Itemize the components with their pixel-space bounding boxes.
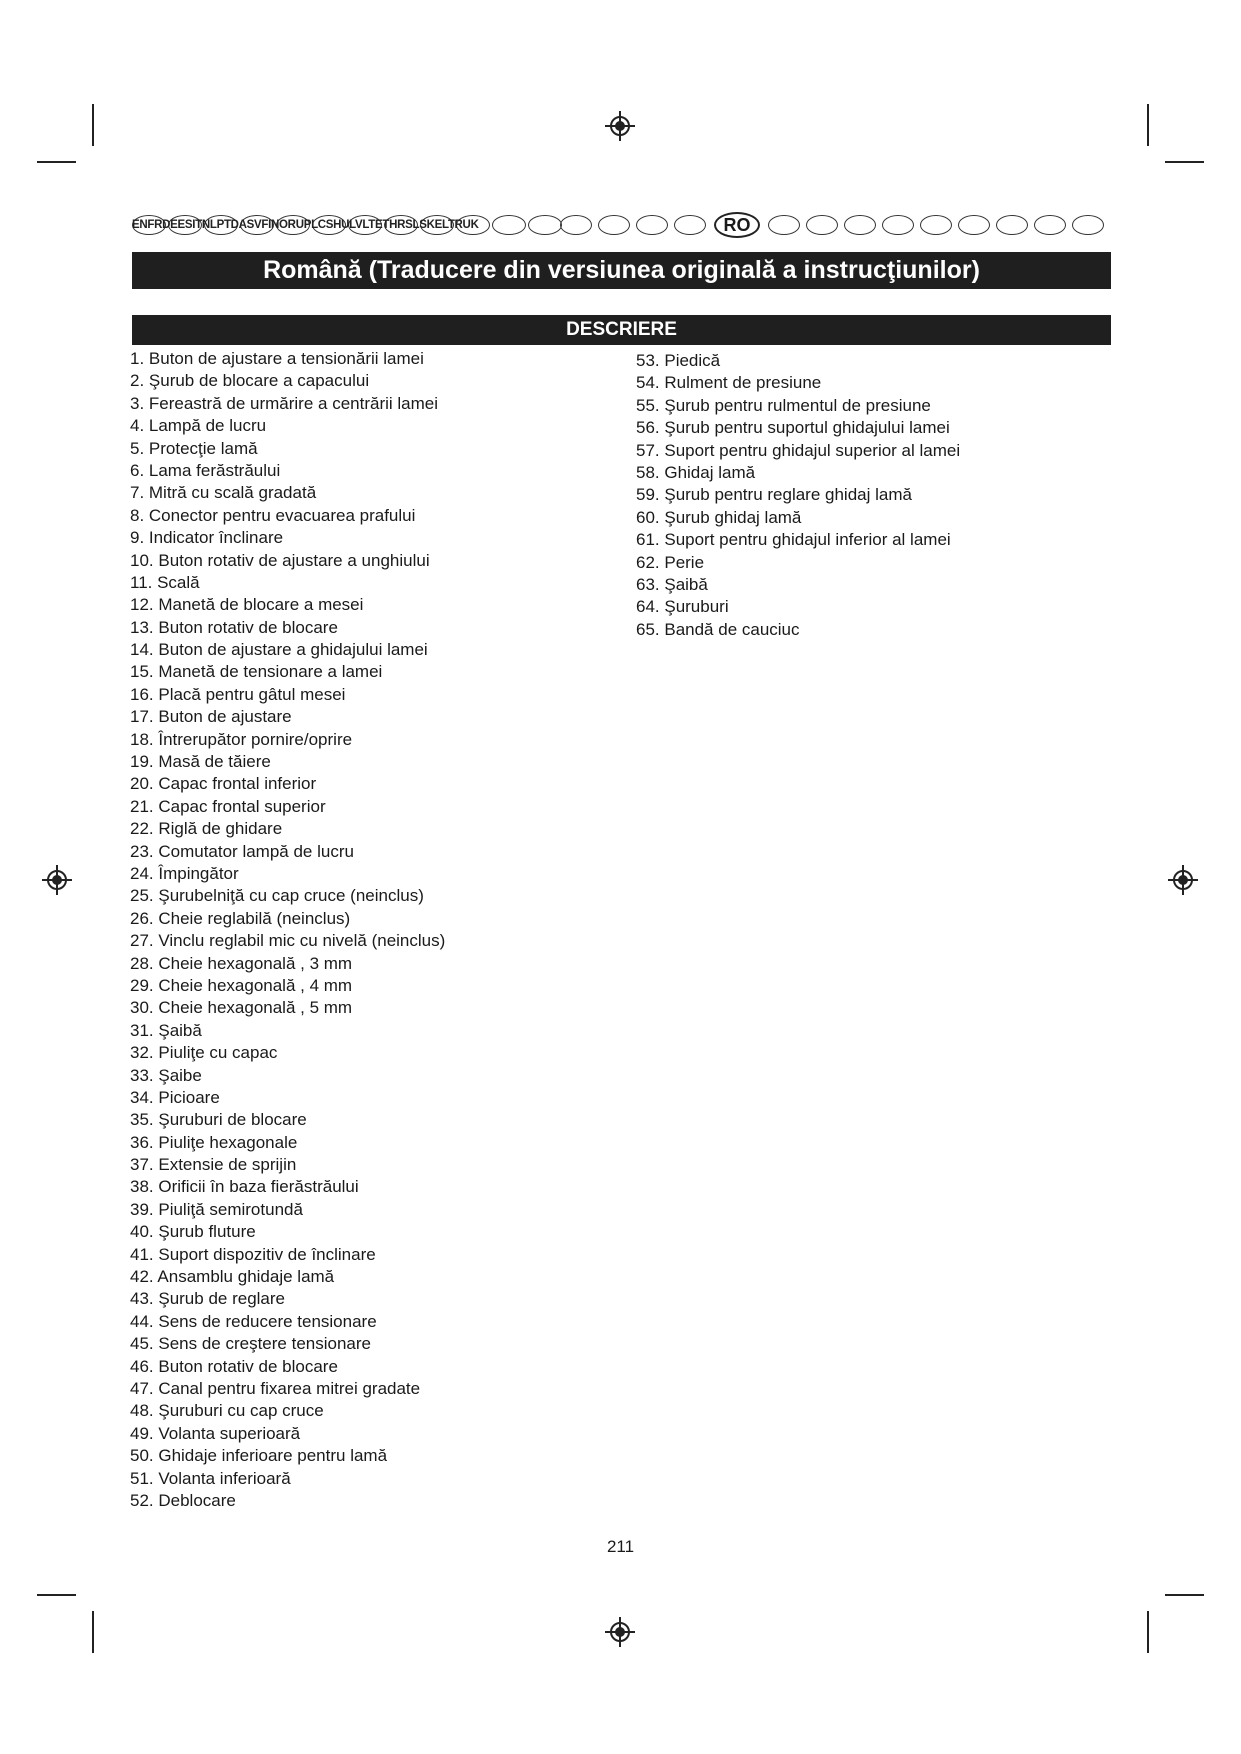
language-oval bbox=[560, 215, 592, 235]
list-item: 62. Perie bbox=[636, 552, 705, 572]
section-title: DESCRIERE bbox=[132, 315, 1111, 345]
list-item: 3. Fereastră de urmărire a centrării lamei bbox=[130, 393, 439, 413]
list-item: 58. Ghidaj lamă bbox=[636, 462, 756, 482]
list-item: 34. Picioare bbox=[130, 1087, 220, 1107]
crop-mark-bottom-left-h bbox=[37, 1594, 76, 1596]
list-item: 21. Capac frontal superior bbox=[130, 796, 326, 816]
list-item: 40. Şurub fluture bbox=[130, 1222, 256, 1242]
list-item: 11. Scală bbox=[130, 572, 200, 592]
language-oval bbox=[528, 215, 562, 235]
list-item: 43. Şurub de reglare bbox=[130, 1289, 285, 1309]
list-item: 9. Indicator înclinare bbox=[130, 528, 284, 548]
language-oval bbox=[1034, 215, 1066, 235]
list-item: 51. Volanta inferioară bbox=[130, 1468, 291, 1488]
list-item: 10. Buton rotativ de ajustare a unghiului bbox=[130, 550, 430, 570]
list-item: 24. Împingător bbox=[130, 863, 239, 883]
language-codes: ENFRDEESITNLPTDASVFINORUPLCSHULVLTETHRSLSKELTRUK bbox=[132, 219, 479, 231]
registration-mark-top-icon bbox=[605, 111, 635, 141]
list-item: 23. Comutator lampă de lucru bbox=[130, 841, 354, 861]
list-item: 26. Cheie reglabilă (neinclus) bbox=[130, 908, 351, 928]
list-item: 4. Lampă de lucru bbox=[130, 416, 267, 436]
registration-mark-right-icon bbox=[1168, 865, 1198, 895]
list-item: 16. Placă pentru gâtul mesei bbox=[130, 684, 346, 704]
list-item: 7. Mitră cu scală gradată bbox=[130, 483, 317, 503]
list-item: 59. Şurub pentru reglare ghidaj lamă bbox=[636, 485, 912, 505]
language-oval bbox=[598, 215, 630, 235]
list-item: 33. Şaibe bbox=[130, 1065, 202, 1085]
list-item: 8. Conector pentru evacuarea prafului bbox=[130, 505, 416, 525]
list-item: 14. Buton de ajustare a ghidajului lamei bbox=[130, 640, 428, 660]
language-oval bbox=[1072, 215, 1104, 235]
list-item: 42. Ansamblu ghidaje lamă bbox=[130, 1267, 335, 1287]
list-item: 64. Şuruburi bbox=[636, 597, 729, 617]
list-item: 39. Piuliţă semirotundă bbox=[130, 1199, 303, 1219]
list-item: 29. Cheie hexagonală , 4 mm bbox=[130, 975, 353, 995]
crop-mark-top-right-v bbox=[1147, 104, 1149, 146]
registration-mark-left-icon bbox=[42, 865, 72, 895]
list-item: 28. Cheie hexagonală , 3 mm bbox=[130, 953, 353, 973]
list-item: 27. Vinclu reglabil mic cu nivelă (neinclus) bbox=[130, 931, 446, 951]
list-item: 38. Orificii în baza fierăstrăului bbox=[130, 1177, 359, 1197]
list-item: 48. Şuruburi cu cap cruce bbox=[130, 1401, 324, 1421]
list-item: 25. Şurubelniţă cu cap cruce (neinclus) bbox=[130, 886, 424, 906]
list-item: 44. Sens de reducere tensionare bbox=[130, 1311, 377, 1331]
list-item: 57. Suport pentru ghidajul superior al lamei bbox=[636, 440, 961, 460]
list-item: 56. Şurub pentru suportul ghidajului lamei bbox=[636, 418, 950, 438]
list-item: 55. Şurub pentru rulmentul de presiune bbox=[636, 395, 931, 415]
list-item: 32. Piuliţe cu capac bbox=[130, 1043, 278, 1063]
list-item: 19. Masă de tăiere bbox=[130, 752, 271, 772]
list-item: 47. Canal pentru fixarea mitrei gradate bbox=[130, 1378, 421, 1398]
list-item: 1. Buton de ajustare a tensionării lamei bbox=[130, 349, 424, 368]
list-item: 5. Protecţie lamă bbox=[130, 438, 258, 458]
language-oval bbox=[996, 215, 1028, 235]
page-number: 211 bbox=[606, 1537, 635, 1556]
language-oval bbox=[674, 215, 706, 235]
list-item: 50. Ghidaje inferioare pentru lamă bbox=[130, 1446, 388, 1466]
crop-mark-top-left-v bbox=[92, 104, 94, 146]
language-oval bbox=[806, 215, 838, 235]
list-item: 53. Piedică bbox=[636, 351, 721, 370]
language-oval bbox=[492, 215, 526, 235]
list-item: 35. Şuruburi de blocare bbox=[130, 1110, 307, 1130]
crop-mark-top-left-h bbox=[37, 161, 76, 163]
language-oval bbox=[768, 215, 800, 235]
list-item: 20. Capac frontal inferior bbox=[130, 774, 317, 794]
language-oval bbox=[958, 215, 990, 235]
list-item: 18. Întrerupător pornire/oprire bbox=[130, 729, 353, 749]
list-item: 61. Suport pentru ghidajul inferior al lamei bbox=[636, 530, 951, 550]
list-item: 63. Şaibă bbox=[636, 574, 708, 594]
list-item: 45. Sens de creştere tensionare bbox=[130, 1334, 371, 1354]
active-language-badge: RO bbox=[714, 212, 760, 238]
crop-mark-bottom-right-h bbox=[1165, 1594, 1204, 1596]
list-item: 22. Riglă de ghidare bbox=[130, 819, 283, 839]
crop-mark-bottom-left-v bbox=[92, 1611, 94, 1653]
language-oval bbox=[636, 215, 668, 235]
list-item: 65. Bandă de cauciuc bbox=[636, 619, 800, 639]
list-item: 49. Volanta superioară bbox=[130, 1423, 301, 1443]
page-title: Română (Traducere din versiunea originală a instrucţiunilor) bbox=[132, 252, 1111, 289]
language-oval bbox=[844, 215, 876, 235]
list-item: 2. Şurub de blocare a capacului bbox=[130, 371, 370, 391]
language-oval bbox=[882, 215, 914, 235]
language-oval bbox=[920, 215, 952, 235]
list-item: 17. Buton de ajustare bbox=[130, 707, 292, 727]
description-list-left bbox=[130, 348, 445, 1512]
crop-mark-bottom-right-v bbox=[1147, 1611, 1149, 1653]
list-item: 6. Lama ferăstrăului bbox=[130, 460, 281, 480]
list-item: 46. Buton rotativ de blocare bbox=[130, 1356, 338, 1376]
description-list-right bbox=[636, 350, 960, 641]
registration-mark-bottom-icon bbox=[605, 1617, 635, 1647]
list-item: 15. Manetă de tensionare a lamei bbox=[130, 662, 383, 682]
list-item: 36. Piuliţe hexagonale bbox=[130, 1132, 298, 1152]
list-item: 54. Rulment de presiune bbox=[636, 373, 822, 393]
list-item: 37. Extensie de sprijin bbox=[130, 1155, 297, 1175]
list-item: 60. Şurub ghidaj lamă bbox=[636, 507, 802, 527]
list-item: 41. Suport dispozitiv de înclinare bbox=[130, 1244, 376, 1264]
language-selector bbox=[132, 212, 1108, 238]
list-item: 30. Cheie hexagonală , 5 mm bbox=[130, 998, 353, 1018]
list-item: 31. Şaibă bbox=[130, 1020, 202, 1040]
list-item: 12. Manetă de blocare a mesei bbox=[130, 595, 364, 615]
crop-mark-top-right-h bbox=[1165, 161, 1204, 163]
list-item: 13. Buton rotativ de blocare bbox=[130, 617, 338, 637]
list-item: 52. Deblocare bbox=[130, 1490, 236, 1510]
